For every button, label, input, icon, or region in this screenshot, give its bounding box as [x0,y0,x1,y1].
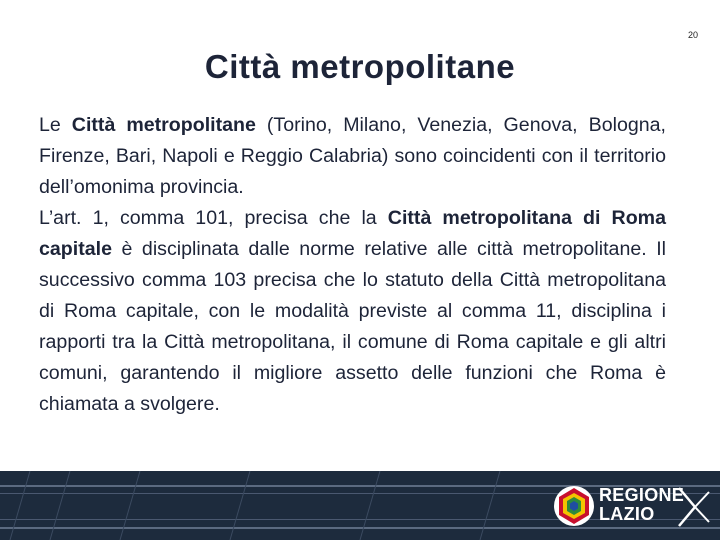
logo-chevron-icon [675,484,711,530]
paragraph-roma-capitale [39,203,666,420]
paragraph2-bold-term: Città metropolitana di Roma capitale [39,207,666,260]
paragraph1-text-start: Le [39,114,72,136]
paragraph2-text-start: L’art. 1, comma 101, precisa che la [39,207,388,229]
regione-lazio-emblem-icon [553,484,595,528]
logo-line-lazio: LAZIO [599,504,655,524]
paragraph2-text-end: è disciplinata dalle norme relative alle città metropolitane. Il successivo comma 103 precisa che lo statuto della Città metropolitana di Roma capitale, con le modalità previste al comma 11, disciplina i rapporti tra la Città metropolitana, il comune di Roma capitale e gli altri comuni, garantendo il migliore assetto delle funzioni che Roma è chiamata a svolgere. [39,238,666,415]
paragraph-citta-metropolitane [39,110,666,203]
slide-title: Città metropolitane [204,48,516,85]
footer-bar [0,471,720,540]
paragraph1-bold-term: Città metropolitane [71,114,256,136]
slide-body [39,110,666,420]
logo-line-regione: REGIONE [599,485,685,505]
regione-lazio-logo [553,482,713,532]
page-number: 20 [687,30,698,40]
paragraph1-text-end: (Torino, Milano, Venezia, Genova, Bologna, Firenze, Bari, Napoli e Reggio Calabria) sono coincidenti con il territorio dell’omonima provincia. [39,114,666,198]
regione-lazio-wordmark [599,486,684,524]
